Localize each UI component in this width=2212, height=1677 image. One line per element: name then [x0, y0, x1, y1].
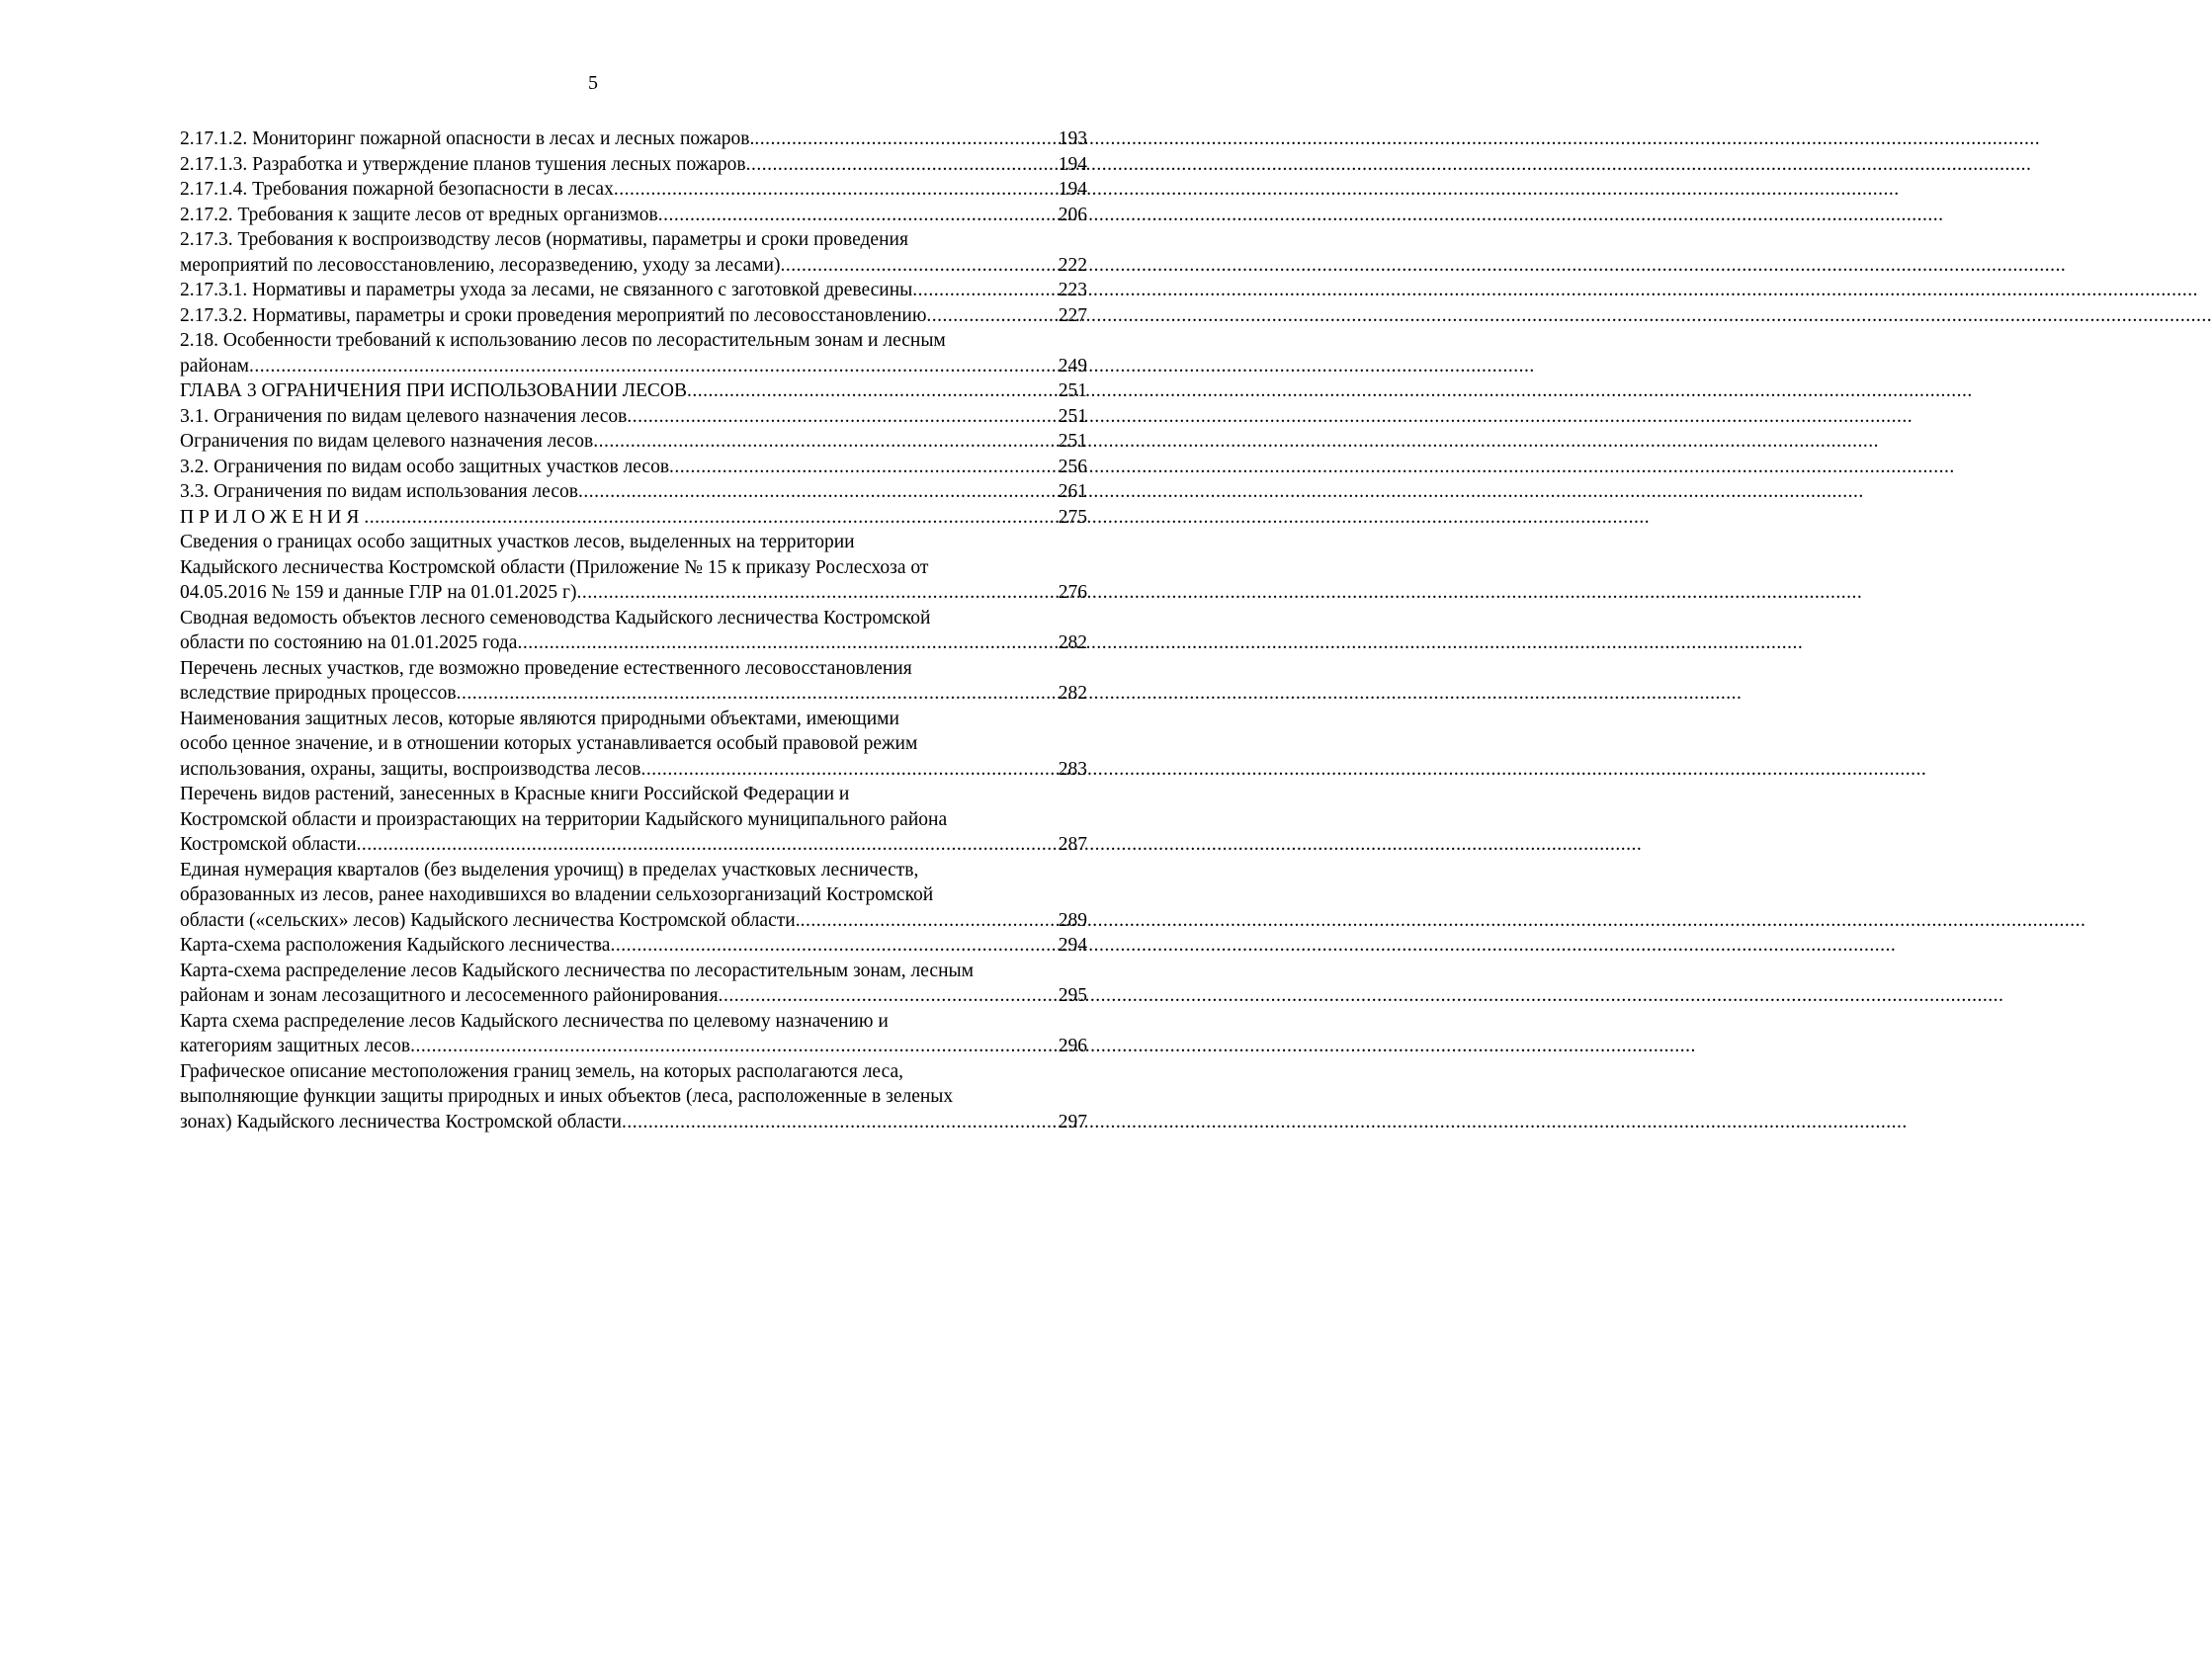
dot-leader [719, 983, 1053, 1009]
toc-entry-text: 04.05.2016 № 159 и данные ГЛР на 01.01.2025 г) [180, 582, 577, 603]
toc-page-number: 222 [1058, 254, 1087, 276]
toc-entry-text: 2.17.3.2. Нормативы, параметры и сроки проведения мероприятий по лесовосстановлению [180, 304, 927, 326]
toc-entry-line [180, 152, 1087, 178]
toc-entry-text: 2.17.3. Требования к воспроизводству лесов (нормативы, параметры и сроки проведения [180, 229, 908, 250]
toc-page-number: 251 [1058, 405, 1087, 427]
toc-entry [180, 858, 1087, 934]
toc-entry-line [180, 757, 1087, 783]
toc-entry [180, 278, 1087, 303]
toc-entry [180, 455, 1087, 480]
toc-page-number: 295 [1058, 985, 1087, 1006]
toc-page-number: 256 [1058, 456, 1087, 477]
toc-entry-line [180, 933, 1087, 959]
toc-entry-text: Ограничения по видам целевого назначения лесов [180, 431, 594, 452]
toc-page-number: 283 [1058, 758, 1087, 780]
toc-entry-text: Графическое описание местоположения границ земель, на которых располагаются леса, [180, 1060, 903, 1082]
toc-entry [180, 303, 1087, 329]
dot-leader [357, 832, 1053, 858]
toc-entry-line [180, 908, 1087, 934]
dot-leader [640, 757, 1052, 783]
toc-entry-text: ПРИЛОЖЕНИЯ [180, 506, 365, 528]
toc-page-number: 297 [1058, 1111, 1087, 1132]
toc-entry-line [180, 404, 1087, 430]
toc-entry-text: ГЛАВА 3 ОГРАНИЧЕНИЯ ПРИ ИСПОЛЬЗОВАНИИ ЛЕСОВ [180, 380, 687, 401]
toc-entry [180, 530, 1087, 606]
toc-entry-text: 2.17.1.3. Разработка и утверждение планов тушения лесных пожаров [180, 153, 746, 175]
toc-entry [180, 479, 1087, 505]
toc-entry-line [180, 1034, 1087, 1059]
toc-page-number: 194 [1058, 153, 1087, 175]
toc-entry-text: области («сельских» лесов) Кадыйского лесничества Костромской области. [180, 909, 801, 931]
toc-entry-text: Перечень видов растений, занесенных в Красные книги Российской Федерации и [180, 784, 850, 804]
dot-leader [410, 1034, 1053, 1059]
toc-entry-text: зонах) Кадыйского лесничества Костромской области [180, 1111, 622, 1132]
toc-entry-line [180, 1110, 1087, 1135]
toc-entry-text: особо ценное значение, и в отношении которых устанавливается особый правовой режим [180, 733, 918, 754]
toc-entry [180, 152, 1087, 178]
toc-entry [180, 1009, 1087, 1059]
dot-leader [578, 479, 1053, 505]
toc-page-number: 193 [1058, 128, 1087, 149]
dot-leader [576, 580, 1052, 606]
toc-entry-text: области по состоянию на 01.01.2025 года [180, 632, 518, 653]
dot-leader [781, 253, 1053, 279]
toc-entry-line [180, 378, 1087, 404]
toc-entry-line [180, 177, 1087, 203]
toc-entry-text: Костромской области [180, 834, 357, 855]
toc-page-number: 227 [1058, 304, 1087, 326]
dot-leader [517, 630, 1052, 656]
table-of-contents [180, 126, 1087, 1134]
toc-entry-text: Перечень лесных участков, где возможно проведение естественного лесовосстановления [180, 657, 912, 679]
toc-entry-text: 2.17.2. Требования к защите лесов от вредных организмов [180, 204, 658, 225]
dot-leader [754, 126, 1052, 152]
toc-entry-line [180, 580, 1087, 606]
toc-page-number: 282 [1058, 632, 1087, 653]
toc-page-number: 261 [1058, 481, 1087, 502]
toc-page-number: 249 [1058, 355, 1087, 377]
dot-leader [364, 505, 1052, 531]
toc-page-number: 206 [1058, 204, 1087, 225]
toc-entry-line [180, 479, 1087, 505]
dot-leader [610, 933, 1052, 959]
dot-leader [593, 429, 1053, 455]
toc-entry [180, 429, 1087, 455]
toc-entry-line [180, 832, 1087, 858]
dot-leader [457, 681, 1053, 707]
dot-leader [249, 354, 1053, 379]
toc-page-number: 282 [1058, 683, 1087, 704]
toc-entry-text: использования, охраны, защиты, воспроизводства лесов [180, 758, 641, 780]
toc-entry [180, 505, 1087, 531]
toc-entry-text: мероприятий по лесовосстановлению, лесоразведению, уходу за лесами) [180, 254, 781, 276]
toc-entry-text: Карта схема распределение лесов Кадыйского лесничества по целевому назначению и [180, 1010, 889, 1032]
toc-entry-text: 2.17.1.4. Требования пожарной безопасности в лесах [180, 179, 614, 200]
toc-entry-line [180, 429, 1087, 455]
dot-leader [622, 1110, 1053, 1135]
toc-entry-text: образованных из лесов, ранее находившихся во владении сельхозорганизаций Костромской [180, 884, 934, 905]
toc-entry [180, 378, 1087, 404]
toc-entry-text: Карта-схема расположения Кадыйского лесничества [180, 935, 611, 956]
toc-entry-line [180, 983, 1087, 1009]
dot-leader [687, 378, 1053, 404]
toc-entry-line [180, 253, 1087, 279]
toc-entry-line [180, 203, 1087, 228]
toc-entry-line [180, 278, 1087, 303]
toc-entry-text: Наименования защитных лесов, которые являются природными объектами, имеющими [180, 708, 899, 729]
toc-entry-line [180, 126, 1087, 152]
toc-entry-text: 3.2. Ограничения по видам особо защитных участков лесов [180, 456, 670, 477]
toc-page-number: 287 [1058, 834, 1087, 855]
toc-entry [180, 328, 1087, 378]
toc-entry [180, 203, 1087, 228]
toc-entry-text: Кадыйского лесничества Костромской области (Приложение № 15 к приказу Рослесхоза от [180, 556, 929, 578]
page-number: 5 [588, 72, 598, 94]
toc-entry-line [180, 681, 1087, 707]
toc-entry-line [180, 303, 1087, 329]
toc-entry-text: вследствие природных процессов [180, 683, 457, 704]
toc-entry-text: районам [180, 355, 250, 377]
toc-entry-text: 3.3. Ограничения по видам использования лесов [180, 481, 578, 502]
toc-entry [180, 933, 1087, 959]
dot-leader [746, 152, 1053, 178]
toc-page-number: 223 [1058, 280, 1087, 300]
toc-entry-text: Сводная ведомость объектов лесного семеноводства Кадыйского лесничества Костромской [180, 607, 931, 629]
toc-entry [180, 959, 1087, 1009]
toc-entry-text: 2.17.3.1. Нормативы и параметры ухода за лесами, не связанного с заготовкой древесины [180, 280, 913, 300]
toc-page-number: 289 [1058, 909, 1087, 931]
toc-entry [180, 782, 1087, 858]
toc-entry [180, 707, 1087, 783]
toc-entry-text: Костромской области и произрастающих на территории Кадыйского муниципального района [180, 808, 948, 830]
toc-entry [180, 126, 1087, 152]
dot-leader [658, 203, 1053, 228]
toc-entry-text: категориям защитных лесов [180, 1036, 411, 1056]
dot-leader [669, 455, 1053, 480]
toc-entry-line [180, 505, 1087, 531]
toc-page-number: 251 [1058, 431, 1087, 452]
toc-entry [180, 404, 1087, 430]
toc-entry [180, 1059, 1087, 1135]
toc-entry-text: Карта-схема распределение лесов Кадыйского лесничества по лесорастительным зонам, лесным [180, 960, 974, 981]
dot-leader [627, 404, 1052, 430]
toc-entry [180, 656, 1087, 707]
toc-page-number: 296 [1058, 1036, 1087, 1056]
toc-page-number: 251 [1058, 380, 1087, 401]
toc-entry-line [180, 354, 1087, 379]
dot-leader [801, 908, 1053, 934]
toc-entry-text: 3.1. Ограничения по видам целевого назначения лесов [180, 405, 628, 427]
toc-entry [180, 227, 1087, 278]
toc-entry-text: 2.18. Особенности требований к использованию лесов по лесорастительным зонам и лесным [180, 330, 946, 351]
toc-entry [180, 606, 1087, 656]
dot-leader [912, 278, 1052, 303]
toc-entry-line [180, 630, 1087, 656]
toc-entry-line [180, 455, 1087, 480]
toc-entry-text: выполняющие функции защиты природных и иных объектов (леса, расположенные в зеленых [180, 1086, 954, 1107]
toc-entry-text: Сведения о границах особо защитных участков лесов, выделенных на территории [180, 532, 855, 552]
toc-entry-text: 2.17.1.2. Мониторинг пожарной опасности в лесах и лесных пожаров. [180, 128, 755, 149]
toc-entry-text: районам и зонам лесозащитного и лесосеменного районирования [180, 985, 719, 1006]
dot-leader [926, 303, 1052, 329]
toc-entry-text: Единая нумерация кварталов (без выделения урочищ) в пределах участковых лесничеств, [180, 859, 919, 880]
dot-leader [614, 177, 1053, 203]
toc-page-number: 294 [1058, 935, 1087, 956]
toc-entry [180, 177, 1087, 203]
toc-page-number: 275 [1058, 506, 1087, 528]
toc-page-number: 276 [1058, 582, 1087, 603]
toc-page-number: 194 [1058, 179, 1087, 200]
